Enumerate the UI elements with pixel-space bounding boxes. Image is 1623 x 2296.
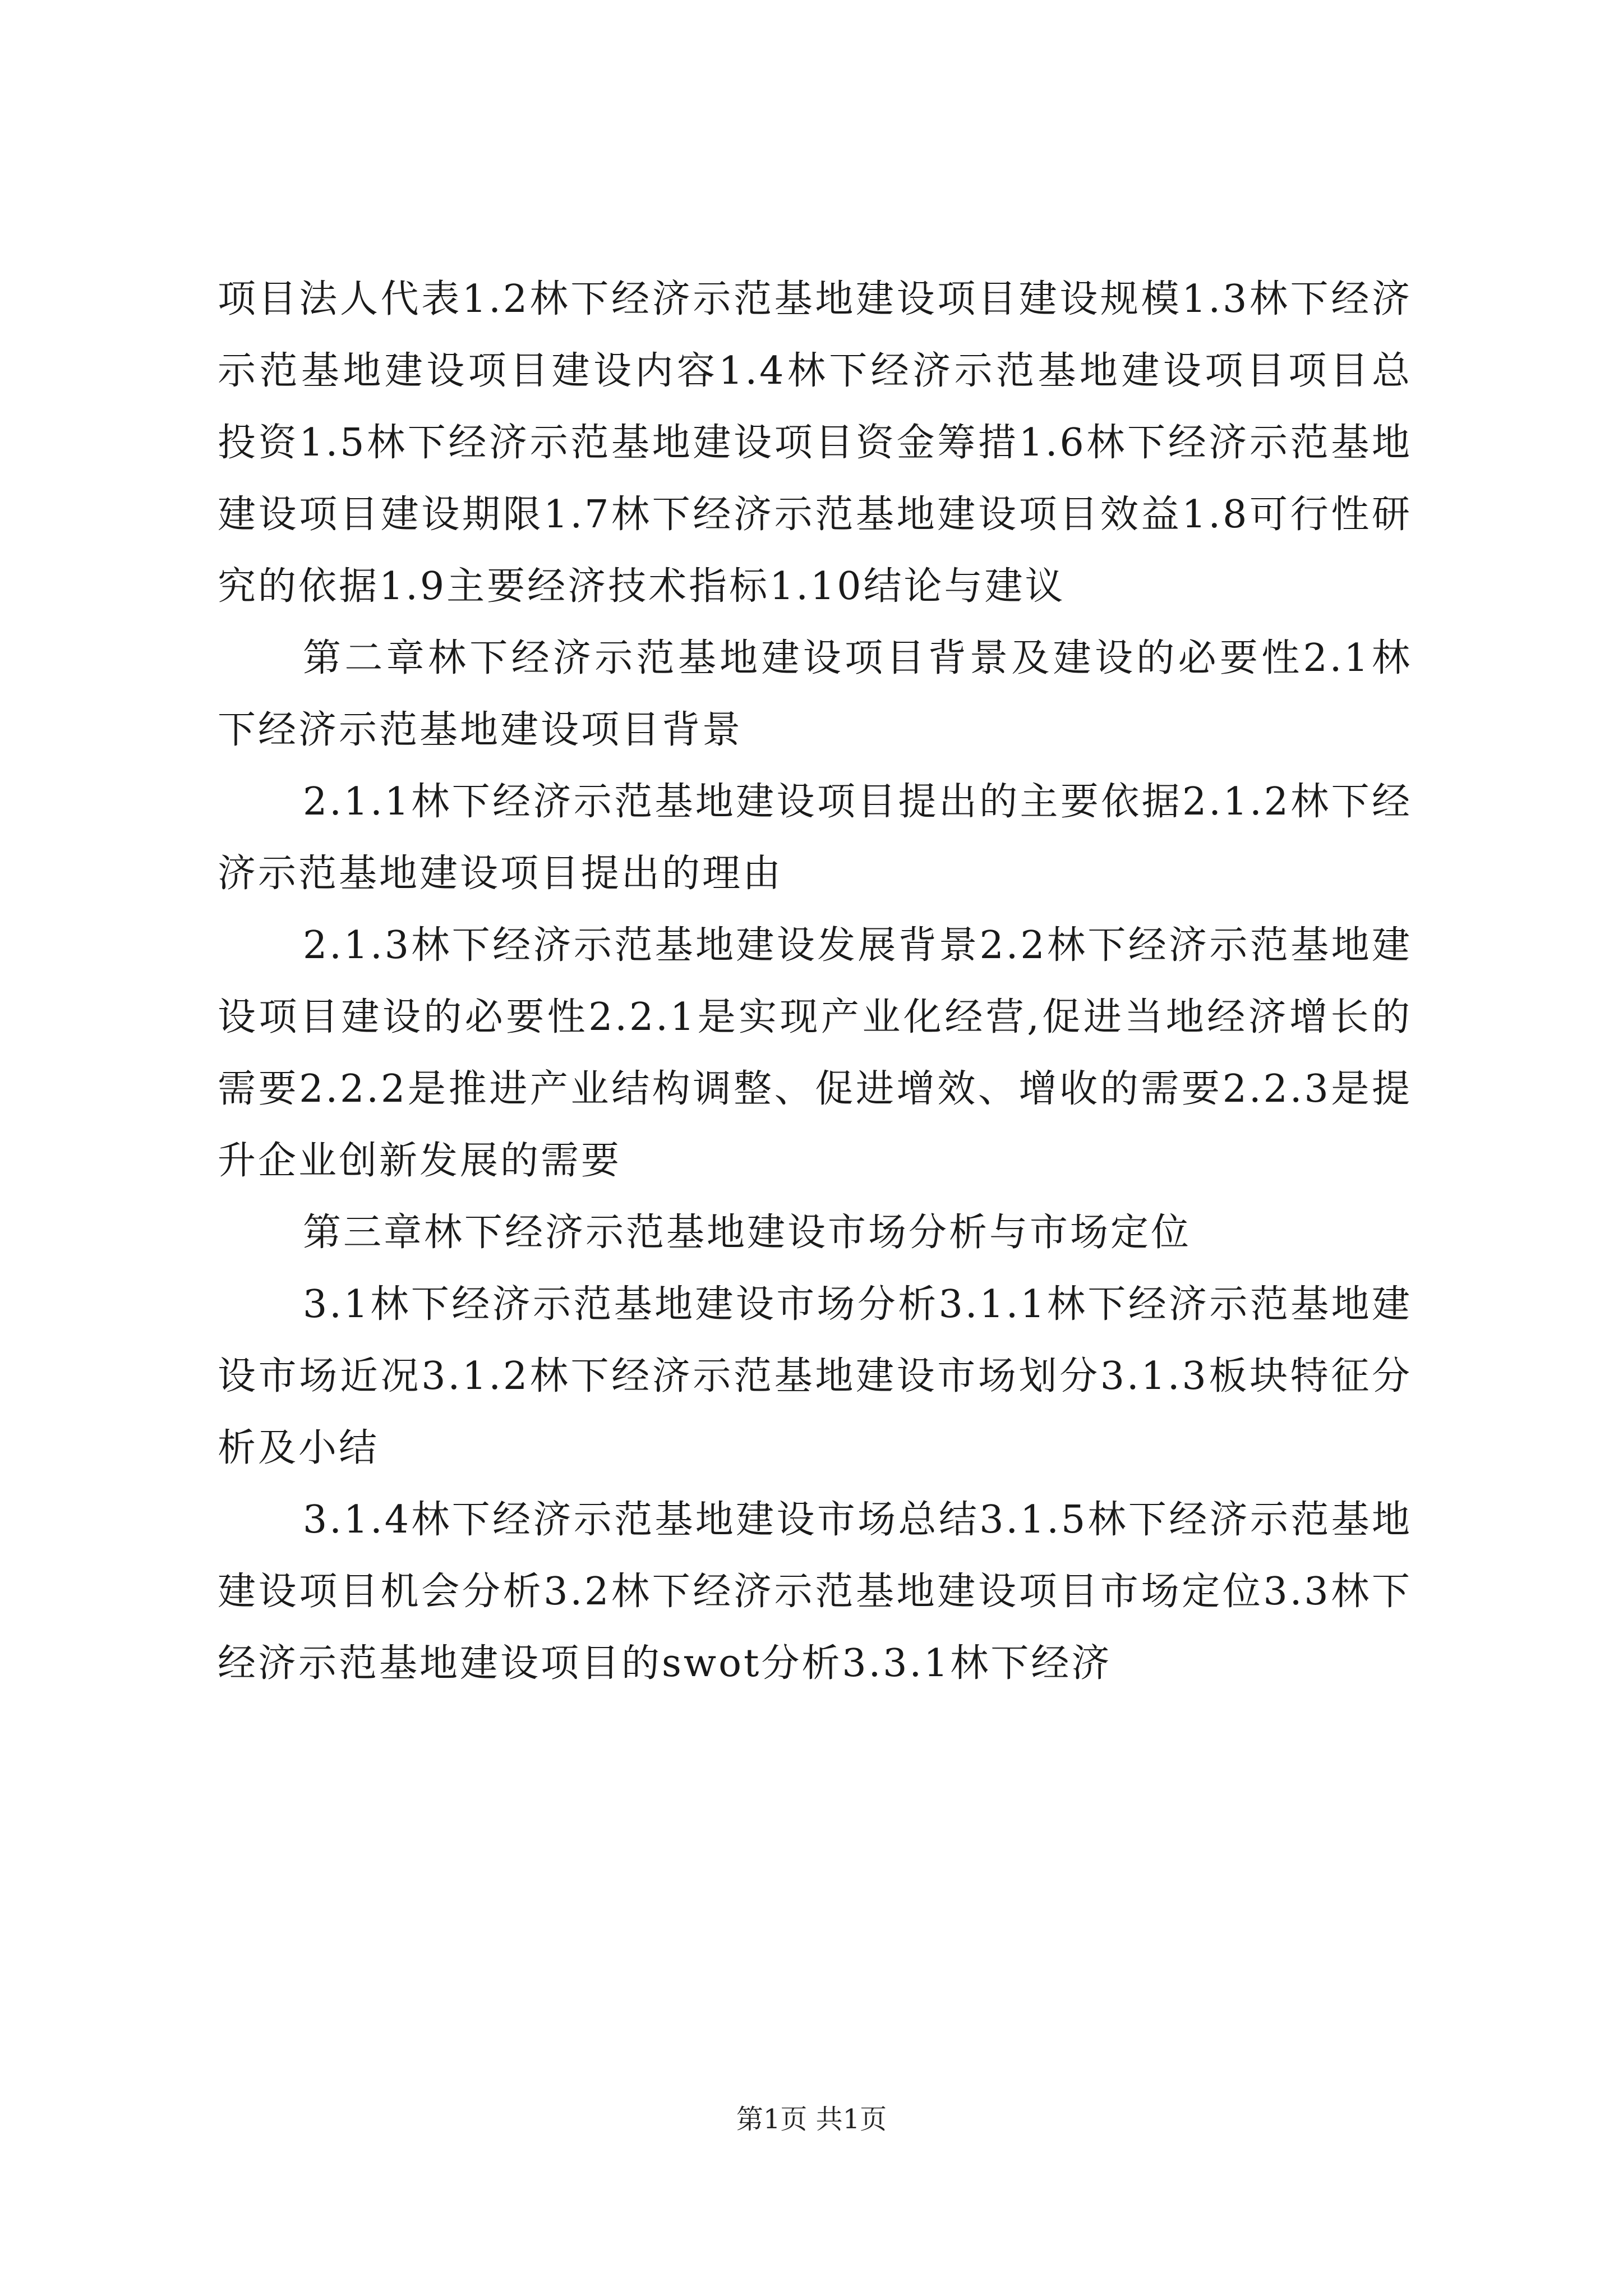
paragraph-chapter1-list: 项目法人代表1.2林下经济示范基地建设项目建设规模1.3林下经济示范基地建设项目建设内容1.4林下经济示范基地建设项目项目总投资1.5林下经济示范基地建设项目资金筹措1.6林下经济示范基地建设项目建设期限1.7林下经济示范基地建设项目效益1.8可行性研究的依据1.9主要经济技术指标1.10结论与建议	[218, 277, 1412, 609]
paragraph-2-1-3: 2.1.3林下经济示范基地建设发展背景2.2林下经济示范基地建设项目建设的必要性2.2.1是实现产业化经营,促进当地经济增长的需要2.2.2是推进产业结构调整、促进增效、增收的需要2.2.3是提升企业创新发展的需要	[218, 923, 1412, 1183]
paragraph-2-1-1: 2.1.1林下经济示范基地建设项目提出的主要依据2.1.2林下经济示范基地建设项目提出的理由	[218, 780, 1412, 896]
paragraph-chapter2-heading: 第二章林下经济示范基地建设项目背景及建设的必要性2.1林下经济示范基地建设项目背景	[218, 636, 1412, 752]
paragraph-3-1-4: 3.1.4林下经济示范基地建设市场总结3.1.5林下经济示范基地建设项目机会分析3.2林下经济示范基地建设项目市场定位3.3林下经济示范基地建设项目的swot分析3.3.1林下经济	[218, 1498, 1412, 1686]
page-number-label: 第1页 共1页	[736, 2104, 887, 2135]
page-footer	[0, 2102, 1623, 2136]
paragraph-3-1: 3.1林下经济示范基地建设市场分析3.1.1林下经济示范基地建设市场近况3.1.2林下经济示范基地建设市场划分3.1.3板块特征分析及小结	[218, 1282, 1412, 1470]
document-body	[218, 264, 1412, 1700]
paragraph-chapter3-heading: 第三章林下经济示范基地建设市场分析与市场定位	[303, 1211, 1192, 1255]
